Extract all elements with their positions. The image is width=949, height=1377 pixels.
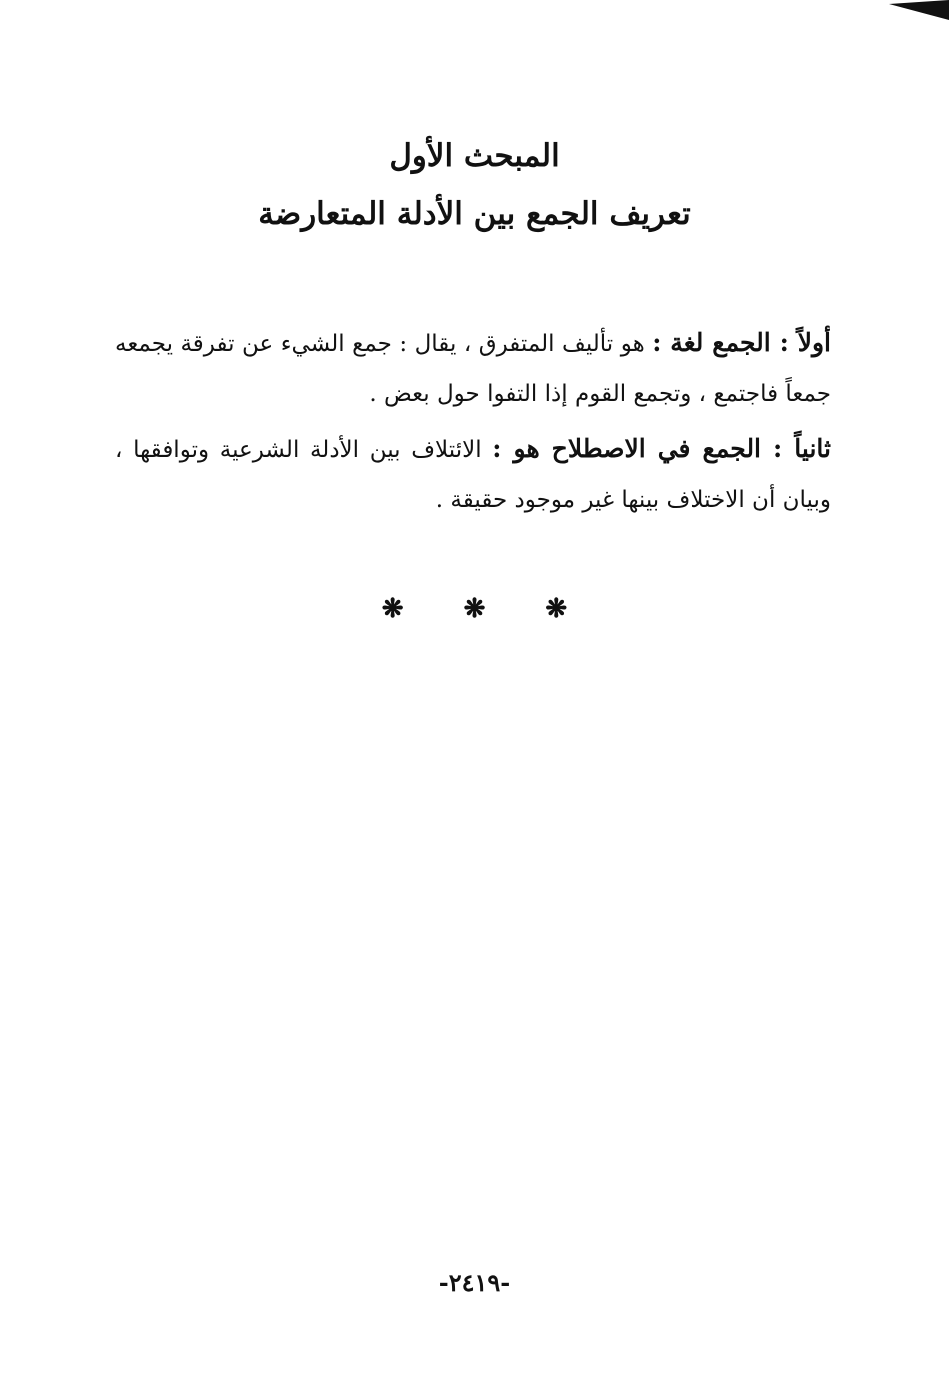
linguistic-definition xyxy=(115,318,831,419)
linguistic-definition-heading: أولاً : الجمع لغة : xyxy=(652,328,831,357)
page-number: -٢٤١٩- xyxy=(438,1268,511,1297)
technical-definition-heading: ثانياً : الجمع في الاصطلاح هو : xyxy=(492,434,832,463)
section-separator xyxy=(0,594,949,624)
asterism-icon: ❋ xyxy=(463,594,486,624)
asterism-icon: ❋ xyxy=(381,594,404,624)
linguistic-definition-body: هو تأليف المتفرق ، يقال : جمع الشيء عن تفرقة يجمعه جمعاً فاجتمع ، وتجمع القوم إذا التفوا حول بعض . xyxy=(115,331,831,407)
technical-definition-body: الائتلاف بين الأدلة الشرعية وتوافقها ، وبيان أن الاختلاف بينها غير موجود حقيقة . xyxy=(115,437,831,513)
corner-fold-mark xyxy=(889,0,949,20)
asterism-icon: ❋ xyxy=(545,594,568,624)
section-title: تعريف الجمع بين الأدلة المتعارضة xyxy=(258,196,691,232)
chapter-title: المبحث الأول xyxy=(389,138,560,174)
technical-definition xyxy=(115,424,831,525)
